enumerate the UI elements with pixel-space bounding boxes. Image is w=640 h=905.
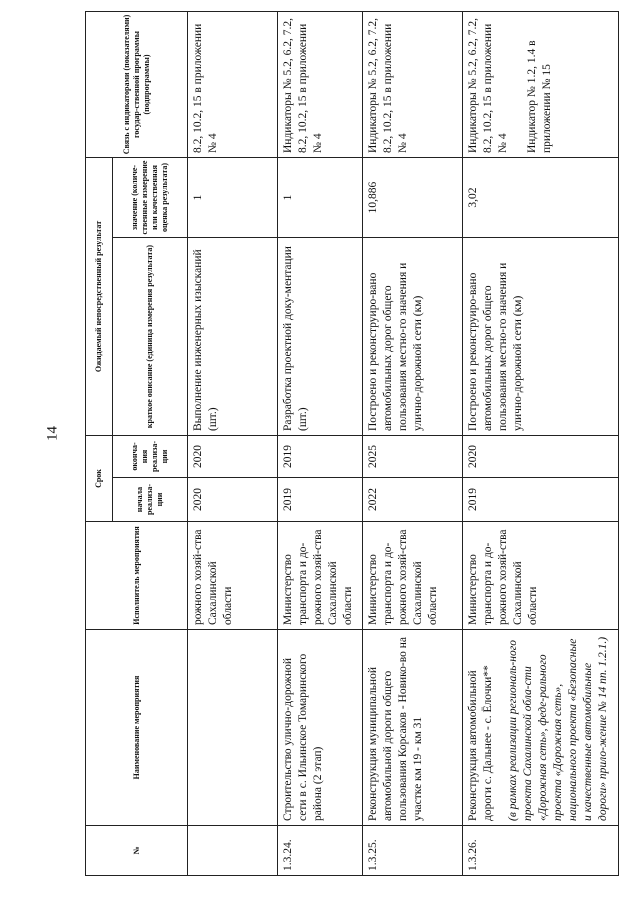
cell-executor: рожного хозяй-ства Сахалинской области: [188, 522, 278, 630]
header-term-start: начала реализа-ции: [113, 478, 188, 522]
rotated-table-container: [85, 12, 610, 876]
cell-start: 2020: [188, 478, 278, 522]
cell-executor: Министерство транспорта и до-рожного хозяй-ства Сахалинской области: [278, 522, 363, 630]
cell-start: 2019: [278, 478, 363, 522]
cell-result: Выполнение инженерных изысканий (шт.): [188, 238, 278, 436]
row-link-extra: Индикатор № 1.2, 1.4 в приложении № 15: [526, 40, 553, 153]
row-link: Индикаторы № 5.2, 6.2, 7.2, 8.2, 10.2, 15 в приложении № 4: [467, 17, 509, 153]
cell-executor: Министерство транспорта и до-рожного хозяй-ства Сахалинской области: [463, 522, 619, 630]
cell-result: Построено и реконструиро-вано автомобильных дорог общего пользования местно-го значения и улично-дорожной сети (км): [463, 238, 619, 436]
cell-start: 2022: [363, 478, 463, 522]
cell-value: 1: [278, 158, 363, 238]
row-note: (в рамках реализации региональ-ного проекта Сахалинской обла-сти «Дорожная сеть», феде-рального проекта «Дорожная сеть», национального проекта «Безопасные и качественные автомобильные дороги» прило-жение № 14 пп. 1.2.1.): [507, 636, 609, 821]
row-name: Реконструкция муниципальной автомобильной дороги общего пользования Корсаков - Новико-во на участке км 19 - км 31: [367, 637, 424, 821]
cell-result: Построено и реконструиро-вано автомобильных дорог общего пользования местно-го значения и улично-дорожной сети (км): [363, 238, 463, 436]
header-result-desc: краткое описание (единица измерения результата): [113, 238, 188, 436]
row-name: Реконструкция автомобильной дороги с. Дальнее - с. Ёлочки**: [467, 665, 494, 821]
cell-end: 2020: [188, 436, 278, 478]
header-term: Срок: [86, 436, 113, 522]
row-name: Строительство улично-дорожной сети в с. Ильинское Томаринского района (2 этап): [282, 653, 324, 821]
header-link: Связь с индикаторами (показателями) государ-ственной программы (подпрограммы): [86, 12, 188, 158]
cell-name: [278, 630, 363, 826]
header-num: №: [86, 826, 188, 876]
table-row: [188, 12, 278, 876]
cell-value: 1: [188, 158, 278, 238]
cell-start: 2019: [463, 478, 619, 522]
cell-num: 1.3.26.: [463, 826, 619, 876]
table-row: [363, 12, 463, 876]
cell-num: [188, 826, 278, 876]
header-executor: Исполнитель мероприятия: [86, 522, 188, 630]
cell-num: 1.3.25.: [363, 826, 463, 876]
page-number: 14: [44, 426, 61, 441]
measures-table: [85, 11, 619, 876]
cell-link: Индикаторы № 5.2, 6.2, 7.2, 8.2, 10.2, 15 в приложении № 4: [278, 12, 363, 158]
header-term-end: оконча-ния реализа-ции: [113, 436, 188, 478]
cell-result: Разработка проектной доку-ментации (шт.): [278, 238, 363, 436]
cell-end: 2020: [463, 436, 619, 478]
cell-name: [363, 630, 463, 826]
cell-num: 1.3.24.: [278, 826, 363, 876]
cell-executor: Министерство транспорта и до-рожного хозяй-ства Сахалинской области: [363, 522, 463, 630]
cell-value: 10,886: [363, 158, 463, 238]
cell-link: Индикаторы № 5.2, 6.2, 7.2, 8.2, 10.2, 15 в приложении № 4: [363, 12, 463, 158]
cell-end: 2025: [363, 436, 463, 478]
cell-link: [463, 12, 619, 158]
header-result: Ожидаемый непосредственный результат: [86, 158, 113, 436]
header-name: Наименование мероприятия: [86, 630, 188, 826]
table-row: [463, 12, 619, 876]
header-result-value: значение (количе-ственные измерение или качественная оценка результата): [113, 158, 188, 238]
cell-value: 3,02: [463, 158, 619, 238]
cell-link: 8.2, 10.2, 15 в приложении № 4: [188, 12, 278, 158]
table-row: [278, 12, 363, 876]
cell-name: [463, 630, 619, 826]
cell-end: 2019: [278, 436, 363, 478]
cell-name: [188, 630, 278, 826]
